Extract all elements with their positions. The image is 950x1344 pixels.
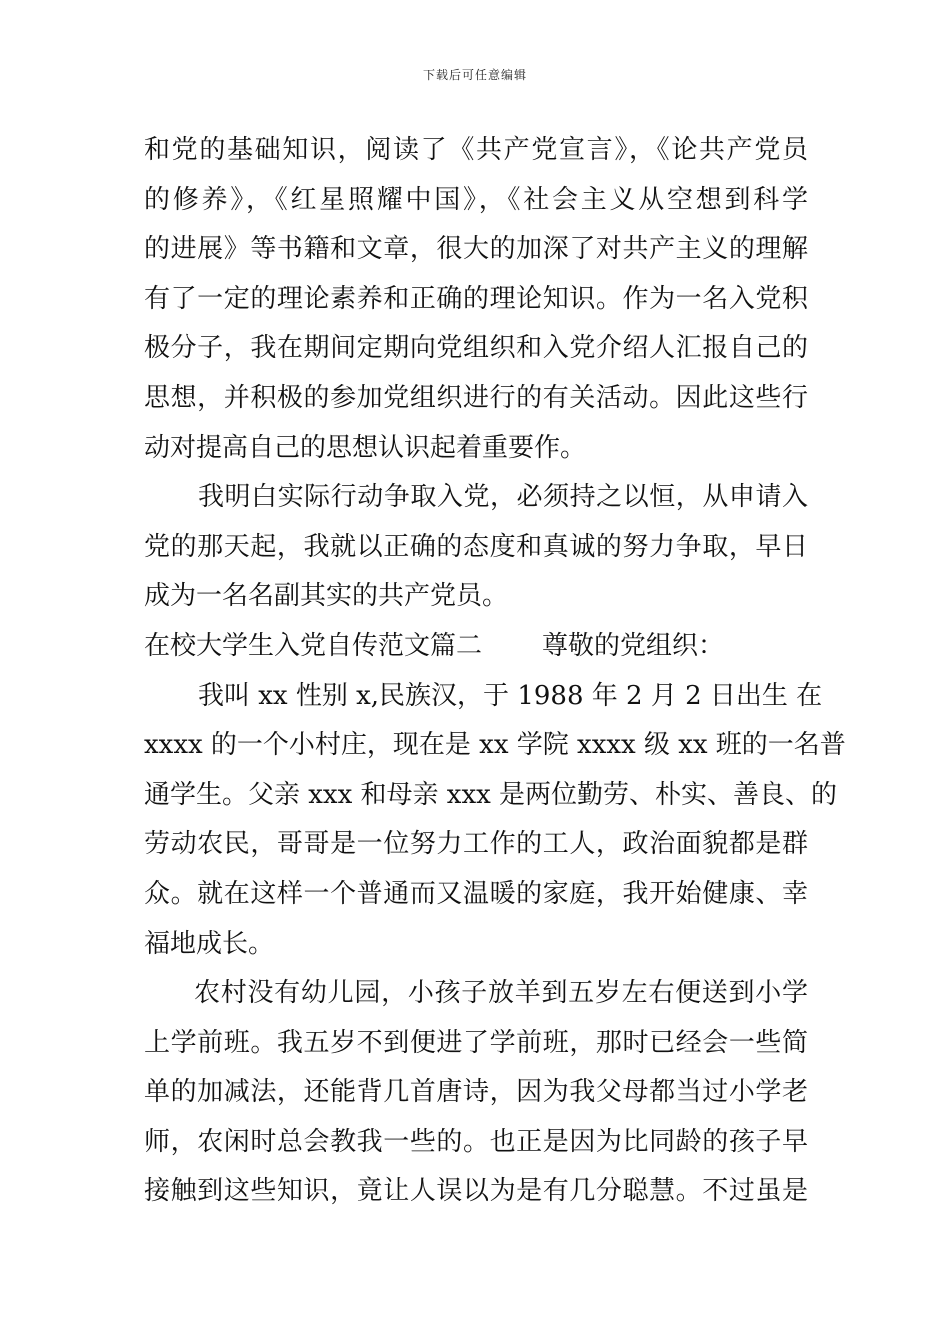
text-line: 上学前班。我五岁不到便进了学前班，那时已经会一些简 <box>144 1027 808 1058</box>
text-line: 和党的基础知识，阅读了《共产党宣言》，《论共产党员 <box>144 135 808 165</box>
text-line: 单的加减法，还能背几首唐诗，因为我父母都当过小学老 <box>144 1077 808 1108</box>
text-line: 福地成长。 <box>144 928 275 959</box>
text-line: 成为一名名副其实的共产党员。 <box>144 581 509 612</box>
text-line: 我明白实际行动争取入党，必须持之以恒，从申请入 <box>198 482 808 513</box>
text-line: 接触到这些知识，竟让人误以为是有几分聪慧。不过虽是 <box>144 1176 808 1207</box>
text-line: 通学生。父亲 xxx 和母亲 xxx 是两位勤劳、朴实、善良、的 <box>144 779 838 810</box>
text-line: 我叫 xx 性别 x,民族汉，于 1988 年 2 月 2 日出生 在 <box>198 680 823 711</box>
section-title: 在校大学生入党自传范文篇二 <box>144 630 483 661</box>
paragraph <box>144 473 808 622</box>
text-line: 农村没有幼儿园，小孩子放羊到五岁左右便送到小学 <box>194 978 808 1009</box>
paragraph <box>144 672 846 970</box>
text-line: 有了一定的理论素养和正确的理论知识。作为一名入党积 <box>144 283 808 314</box>
page-header: 下载后可任意编辑 <box>422 68 527 82</box>
text-line: 劳动农民，哥哥是一位努力工作的工人，政治面貌都是群 <box>144 829 808 860</box>
paragraph <box>144 969 808 1217</box>
text-line: 众。就在这样一个普通而又温暖的家庭，我开始健康、幸 <box>144 878 808 909</box>
text-line: 极分子，我在期间定期向党组织和入党介绍人汇报自己的 <box>144 333 808 364</box>
text-line: 师，农闲时总会教我一些的。也正是因为比同龄的孩子早 <box>144 1126 808 1157</box>
text-line: 党的那天起，我就以正确的态度和真诚的努力争取，早日 <box>144 531 808 562</box>
text-line: 的修养》，《红星照耀中国》，《社会主义从空想到科学 <box>144 184 808 215</box>
section-heading-line <box>144 622 808 672</box>
salutation: 尊敬的党组织： <box>542 630 725 661</box>
paragraph <box>144 126 808 473</box>
text-line: 的进展》等书籍和文章，很大的加深了对共产主义的理解 <box>144 234 808 265</box>
text-line: xxxx 的一个小村庄，现在是 xx 学院 xxxx 级 xx 班的一名普 <box>144 730 846 761</box>
text-line: 思想，并积极的参加党组织进行的有关活动。因此这些行 <box>144 382 808 413</box>
document-body <box>144 126 846 1217</box>
text-line: 动对提高自己的思想认识起着重要作。 <box>144 432 587 463</box>
